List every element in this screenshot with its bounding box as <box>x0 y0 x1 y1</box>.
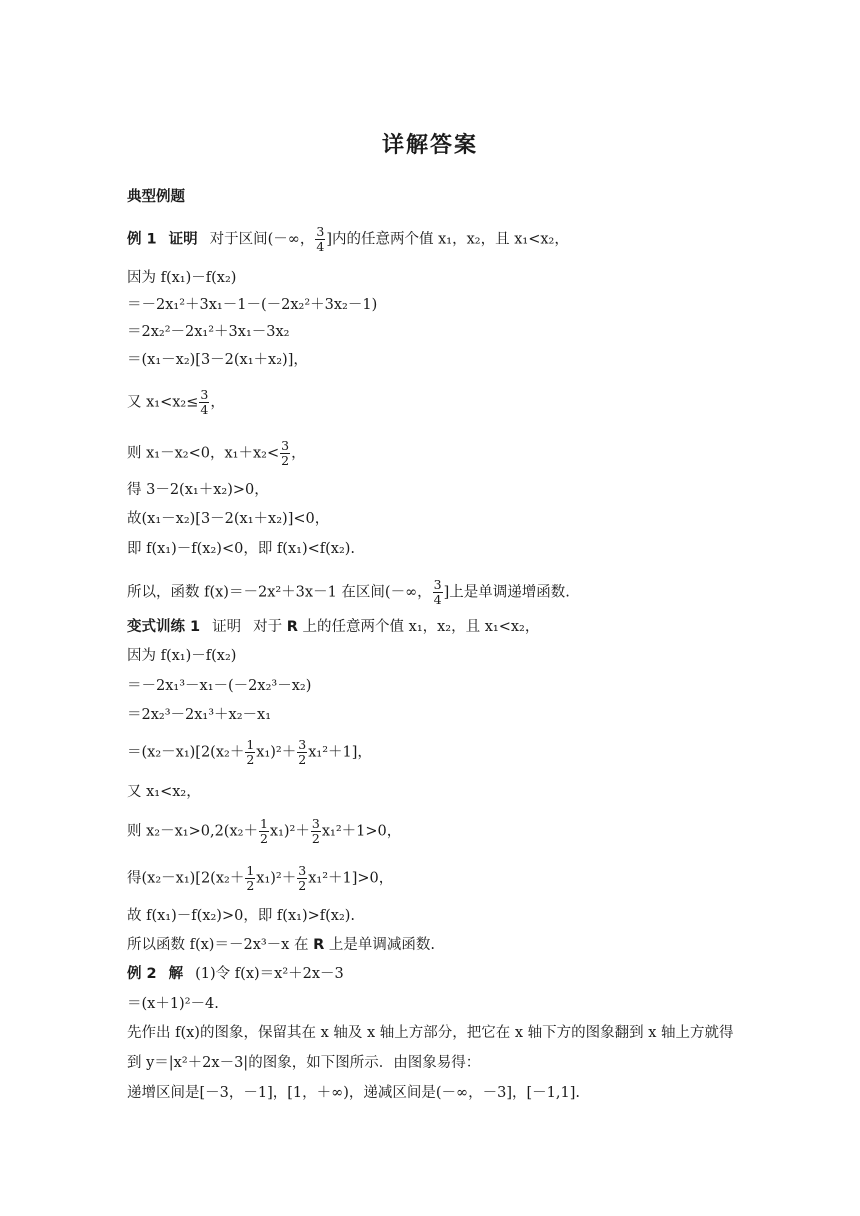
ex1-line-1: 例 1 证明 对于区间(－∞， $\frac{3}{4}$ ]内的任意两个值 x₁，x₂，且 x₁<x₂， <box>127 224 569 254</box>
ex2-line-1: 例 2 解 (1)令 f(x)＝x²＋2x－3 <box>127 966 344 982</box>
ex1-line-5: ＝(x₁－x₂)[3－2(x₁＋x₂)]， <box>127 352 308 368</box>
ex1-line-9: 故(x₁－x₂)[3－2(x₁＋x₂)]<0， <box>127 511 330 527</box>
var1-line-8: 得(x₂－x₁)[2(x₂＋ $\frac{1}{2}$ x₁)²＋ $\frac{3}{2}$ x₁²＋1]>0， <box>127 863 394 893</box>
page-title: 详解答案 <box>381 133 478 158</box>
var1-label: 变式训练 1 <box>127 619 201 635</box>
ex2-line-4: 到 y＝|x²＋2x－3|的图象，如下图所示．由图象易得： <box>127 1055 481 1071</box>
ex2-line-5: 递增区间是[－3，－1]，[1，＋∞)，递减区间是(－∞，－3]，[－1,1]. <box>127 1085 580 1101</box>
ex1-line-7: 则 x₁－x₂<0，x₁＋x₂< $\frac{3}{2}$ ， <box>127 438 306 468</box>
ex1-line-11: 所以，函数 f(x)＝－2x²＋3x－1 在区间(－∞， $\frac{3}{4}$ ]上是单调递增函数. <box>127 577 570 607</box>
fraction-1-2: $\frac{1}{2}$ <box>246 863 255 893</box>
fraction-1-2: $\frac{1}{2}$ <box>259 816 268 846</box>
var1-line-1: 变式训练 1 证明 对于 R 上的任意两个值 x₁，x₂，且 x₁<x₂， <box>127 619 540 635</box>
fraction-3-2: $\frac{3}{2}$ <box>281 438 290 468</box>
ex1-line-8: 得 3－2(x₁＋x₂)>0， <box>127 482 269 498</box>
var1-line-7: 则 x₂－x₁>0,2(x₂＋ $\frac{1}{2}$ x₁)²＋ $\frac{3}{2}$ x₁²＋1>0， <box>127 816 402 846</box>
fraction-3-4: $\frac{3}{4}$ <box>200 387 209 417</box>
section-heading: 典型例题 <box>127 189 185 205</box>
var1-keyword: 证明 <box>212 619 242 635</box>
var1-line-10: 所以函数 f(x)＝－2x³－x 在 R 上是单调减函数. <box>127 937 435 953</box>
fraction-3-2: $\frac{3}{2}$ <box>298 863 307 893</box>
ex2-keyword: 解 <box>168 966 184 982</box>
ex1-line-3: ＝－2x₁²＋3x₁－1－(－2x₂²＋3x₂－1) <box>127 297 378 313</box>
var1-line-3: ＝－2x₁³－x₁－(－2x₂³－x₂) <box>127 678 312 694</box>
var1-line-2: 因为 f(x₁)－f(x₂) <box>127 648 237 664</box>
var1-line-4: ＝2x₂³－2x₁³＋x₂－x₁ <box>127 707 272 723</box>
ex1-line-4: ＝2x₂²－2x₁²＋3x₁－3x₂ <box>127 324 290 340</box>
fraction-3-2: $\frac{3}{2}$ <box>298 737 307 767</box>
ex2-line-3: 先作出 f(x)的图象，保留其在 x 轴及 x 轴上方部分，把它在 x 轴下方的图象翻到 x 轴上方就得 <box>127 1025 734 1041</box>
fraction-3-4: $\frac{3}{4}$ <box>433 577 442 607</box>
ex2-label: 例 2 <box>127 966 157 982</box>
ex1-label: 例 1 <box>127 231 157 248</box>
ex1-line-6: 又 x₁<x₂≤ $\frac{3}{4}$ ， <box>127 387 225 417</box>
fraction-3-4: $\frac{3}{4}$ <box>316 224 325 254</box>
var1-line-6: 又 x₁<x₂， <box>127 784 201 800</box>
fraction-3-2: $\frac{3}{2}$ <box>311 816 320 846</box>
var1-line-5: ＝(x₂－x₁)[2(x₂＋ $\frac{1}{2}$ x₁)²＋ $\frac{3}{2}$ x₁²＋1]， <box>127 737 372 767</box>
ex1-line-2: 因为 f(x₁)－f(x₂) <box>127 270 237 286</box>
var1-line-9: 故 f(x₁)－f(x₂)>0，即 f(x₁)>f(x₂). <box>127 908 356 924</box>
ex1-line-10: 即 f(x₁)－f(x₂)<0，即 f(x₁)<f(x₂). <box>127 541 356 557</box>
ex1-keyword: 证明 <box>168 231 198 248</box>
ex2-line-2: ＝(x＋1)²－4. <box>127 996 219 1012</box>
fraction-1-2: $\frac{1}{2}$ <box>246 737 255 767</box>
